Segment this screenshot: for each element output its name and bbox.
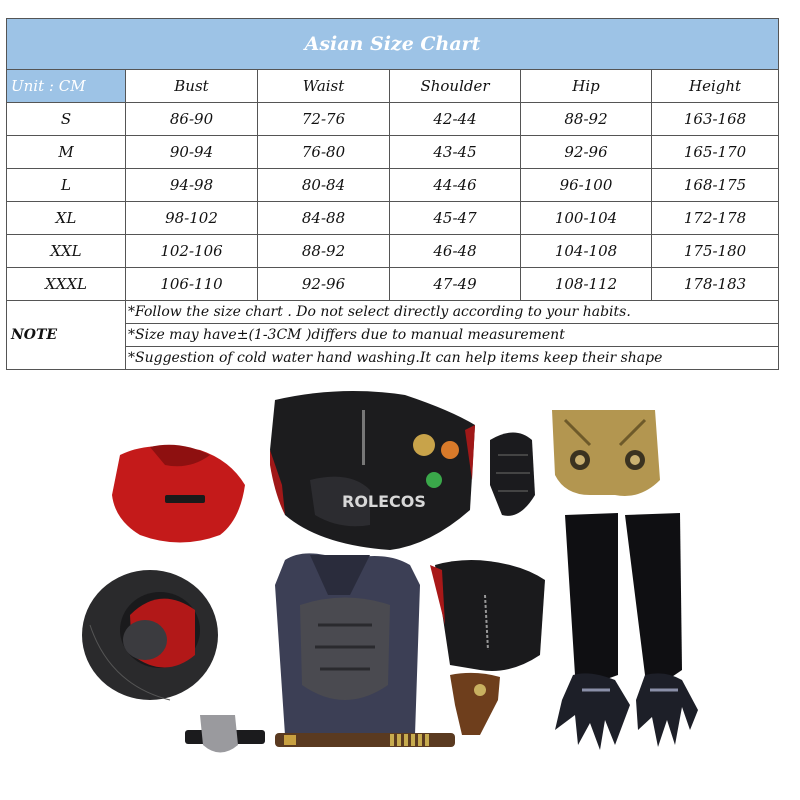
table-cell: 106-110 [126,268,258,301]
holster-image [430,560,545,735]
column-header-height: Height [652,70,779,103]
table-cell: 104-108 [521,235,652,268]
red-scarf-image [112,445,245,543]
size-label: M [7,136,126,169]
hat-image [82,570,218,700]
bracer-image [490,433,535,516]
column-header-hip: Hip [521,70,652,103]
table-cell: 108-112 [521,268,652,301]
table-row [7,169,779,202]
table-cell: 84-88 [258,202,390,235]
size-label: XL [7,202,126,235]
table-row [7,202,779,235]
column-header-waist: Waist [258,70,390,103]
table-cell: 42-44 [390,103,521,136]
note-label: NOTE [7,301,126,370]
size-table [6,18,779,370]
table-row [7,103,779,136]
chart-title: Asian Size Chart [7,19,779,70]
table-cell: 88-92 [258,235,390,268]
unit-label: Unit : CM [7,70,126,103]
table-cell: 88-92 [521,103,652,136]
table-row [7,136,779,169]
vest-image [270,391,475,550]
column-header-shoulder: Shoulder [390,70,521,103]
size-label: XXXL [7,268,126,301]
table-cell: 96-100 [521,169,652,202]
table-cell: 86-90 [126,103,258,136]
mask-image [552,410,660,496]
table-cell: 43-45 [390,136,521,169]
table-cell: 163-168 [652,103,779,136]
table-cell: 165-170 [652,136,779,169]
table-row [7,268,779,301]
table-cell: 175-180 [652,235,779,268]
table-row [7,235,779,268]
table-cell: 168-175 [652,169,779,202]
table-cell: 92-96 [258,268,390,301]
gloves-image [555,513,698,750]
size-label: S [7,103,126,136]
table-cell: 80-84 [258,169,390,202]
belt-image [275,733,455,747]
size-chart [6,18,778,372]
table-cell: 102-106 [126,235,258,268]
table-cell: 178-183 [652,268,779,301]
column-header-bust: Bust [126,70,258,103]
table-cell: 98-102 [126,202,258,235]
table-cell: 45-47 [390,202,521,235]
size-label: XXL [7,235,126,268]
table-cell: 92-96 [521,136,652,169]
table-cell: 100-104 [521,202,652,235]
costume-illustration [70,385,730,795]
top-image [275,553,420,735]
table-cell: 72-76 [258,103,390,136]
table-cell: 44-46 [390,169,521,202]
size-label: L [7,169,126,202]
costume-photo [70,385,730,795]
table-cell: 94-98 [126,169,258,202]
table-cell: 47-49 [390,268,521,301]
table-cell: 90-94 [126,136,258,169]
table-cell: 46-48 [390,235,521,268]
table-cell: 76-80 [258,136,390,169]
watermark: ROLECOS [342,492,426,511]
note-text: *Follow the size chart . Do not select directly according to your habits. [126,301,779,324]
note-text: *Size may have±(1-3CM )differs due to manual measurement [126,324,779,347]
note-text: *Suggestion of cold water hand washing.It can help items keep their shape [126,347,779,370]
buckle-image [185,715,265,753]
table-cell: 172-178 [652,202,779,235]
